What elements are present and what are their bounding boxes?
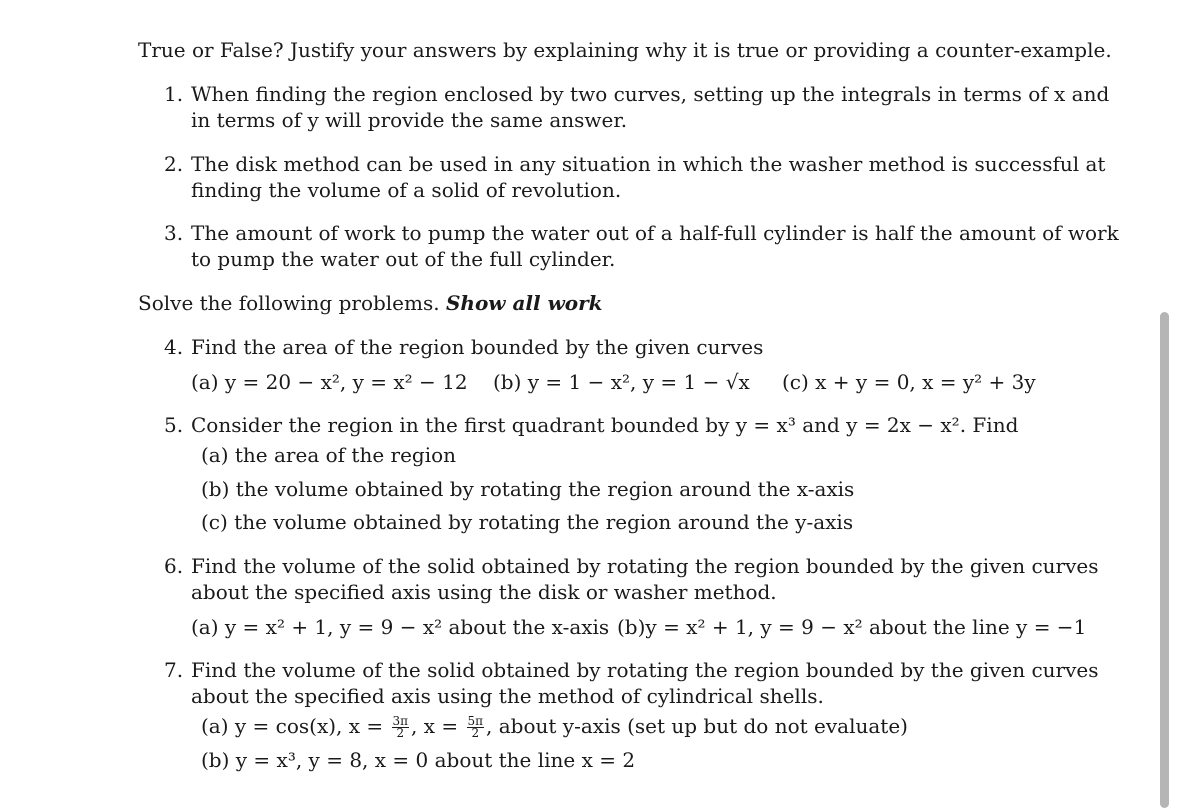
subpart-c: (c) x + y = 0, x = y² + 3y (782, 370, 1036, 394)
problem-text: Consider the region in the first quadrant bounded by y = x³ and y = 2x − x². Find (191, 413, 1019, 437)
item-text-line: in terms of y will provide the same answer. (191, 108, 628, 132)
item-number: 1. (164, 82, 184, 106)
fraction-denominator: 2 (396, 726, 405, 740)
problem-text-line: Find the volume of the solid obtained by rotating the region bounded by the given curves (191, 658, 1099, 682)
item-number: 4. (164, 335, 184, 359)
subpart-a-mid: , x = (411, 714, 465, 738)
solve-heading (138, 290, 603, 316)
item-text-line: The amount of work to pump the water out of a half-full cylinder is half the amount of work (191, 221, 1119, 245)
item-number: 6. (164, 554, 184, 578)
fraction-numerator: 3π (392, 714, 409, 728)
item-text-line: finding the volume of a solid of revolution. (191, 178, 622, 202)
problem-text-line: Find the volume of the solid obtained by rotating the region bounded by the given curves (191, 554, 1099, 578)
subpart-c: (c) the volume obtained by rotating the region around the y-axis (201, 510, 854, 534)
item-number: 2. (164, 152, 184, 176)
subpart-a-post: , about y-axis (set up but do not evaluate) (486, 714, 908, 738)
subpart-b: (b) y = x³, y = 8, x = 0 about the line x = 2 (201, 748, 636, 772)
subpart-a: (a) the area of the region (201, 443, 457, 467)
solve-heading-text: Solve the following problems. (138, 291, 440, 315)
subpart-a: (a) y = x² + 1, y = 9 − x² about the x-axis (191, 615, 610, 639)
fraction (392, 716, 410, 739)
scrollbar-thumb[interactable] (1160, 312, 1169, 808)
fraction-denominator: 2 (471, 726, 480, 740)
item-number: 7. (164, 658, 184, 682)
subpart-b: (b) the volume obtained by rotating the region around the x-axis (201, 477, 855, 501)
solve-heading-emphasis: Show all work (445, 291, 603, 315)
fraction-numerator: 5π (467, 714, 484, 728)
subpart-a-pre: (a) y = cos(x), x = (201, 714, 390, 738)
item-number: 5. (164, 413, 184, 437)
item-text-line: The disk method can be used in any situation in which the washer method is successful at (191, 152, 1106, 176)
problem-text: Find the area of the region bounded by the given curves (191, 335, 764, 359)
item-number: 3. (164, 221, 184, 245)
item-text-line: When finding the region enclosed by two curves, setting up the integrals in terms of x and (191, 82, 1110, 106)
problem-text-line: about the specified axis using the method of cylindrical shells. (191, 684, 824, 708)
subpart-a: (a) y = 20 − x², y = x² − 12 (191, 370, 468, 394)
subpart-b: (b)y = x² + 1, y = 9 − x² about the line y = −1 (617, 615, 1087, 639)
fraction (467, 716, 485, 739)
problem-text-line: about the specified axis using the disk or washer method. (191, 580, 777, 604)
subpart-b: (b) y = 1 − x², y = 1 − √x (493, 370, 750, 394)
tf-heading: True or False? Justify your answers by explaining why it is true or providing a counter-example. (138, 38, 1112, 62)
subpart-a (201, 713, 908, 739)
item-text-line: to pump the water out of the full cylinder. (191, 247, 616, 271)
